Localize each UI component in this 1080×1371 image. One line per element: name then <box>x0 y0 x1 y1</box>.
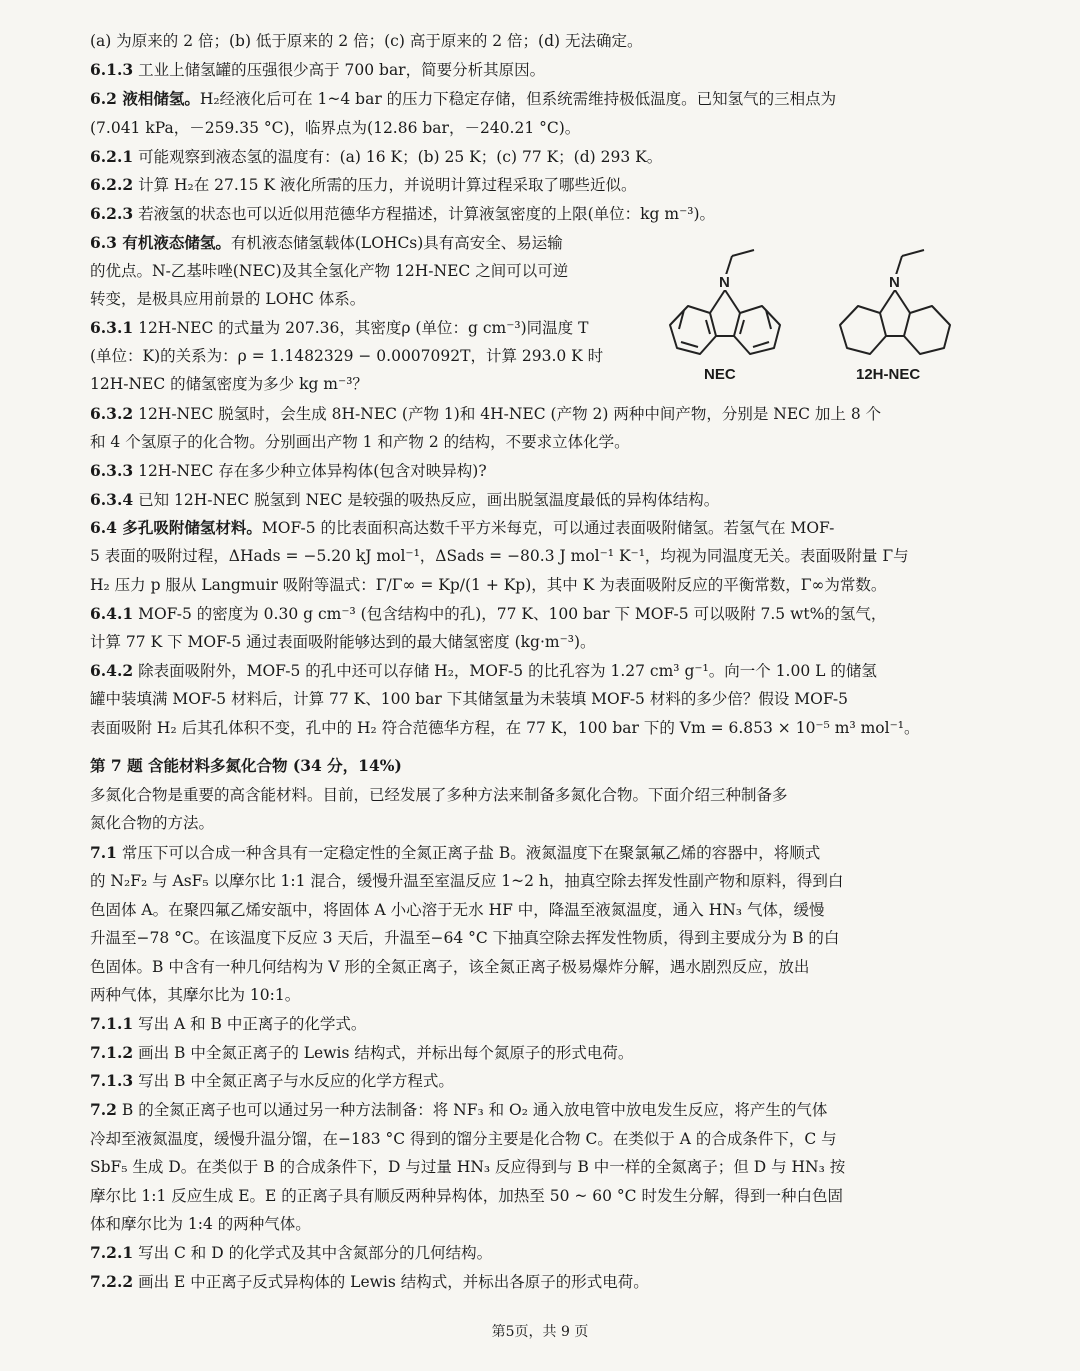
question-6-3-2: 6.3.2 12H-NEC 脱氢时，会生成 8H-NEC (产物 1)和 4H-NEC (产物 2) 两种中间产物，分别是 NEC 加上 8 个 <box>90 404 882 423</box>
question-7-1-1: 7.1.1 写出 A 和 B 中正离子的化学式。 <box>90 1014 367 1033</box>
text-line: 的 N₂F₂ 与 AsF₅ 以摩尔比 1:1 混合，缓慢升温至室温反应 1~2 h，抽真空除去挥发性副产物和原料，得到白 <box>90 872 844 890</box>
text-line: (单位：K)的关系为：ρ = 1.1482329 − 0.0007092T，计算 293.0 K 时 <box>90 347 604 365</box>
text-line: 色固体 A。在聚四氟乙烯安瓿中，将固体 A 小心溶于无水 HF 中，降温至液氮温度，通入 HN₃ 气体，缓慢 <box>90 901 825 919</box>
text-line: 升温至−78 °C。在该温度下反应 3 天后，升温至−64 °C 下抽真空除去挥发性物质，得到主要成分为 B 的白 <box>90 929 840 947</box>
text-line: 计算 77 K 下 MOF-5 通过表面吸附能够达到的最大储氢密度 (kg·m⁻³)。 <box>90 633 596 651</box>
text-line: 体和摩尔比为 1:4 的两种气体。 <box>90 1215 311 1233</box>
question-6-4-1: 6.4.1 MOF-5 的密度为 0.30 g cm⁻³ (包含结构中的孔)，77 K、100 bar 下 MOF-5 可以吸附 7.5 wt%的氢气， <box>90 604 887 623</box>
text-line: 多氮化合物是重要的高含能材料。目前，已经发展了多种方法来制备多氮化合物。下面介绍三种制备多 <box>90 786 788 804</box>
question-6-2-2: 6.2.2 计算 H₂在 27.15 K 液化所需的压力，并说明计算过程采取了哪些近似。 <box>90 175 637 194</box>
text-line: 两种气体，其摩尔比为 10:1。 <box>90 986 301 1004</box>
text-line: SbF₅ 生成 D。在类似于 B 的合成条件下，D 与过量 HN₃ 反应得到与 B 中一样的全氮离子；但 D 与 HN₃ 按 <box>90 1158 846 1176</box>
section-7-2: 7.2 B 的全氮正离子也可以通过另一种方法制备：将 NF₃ 和 O₂ 通入放电管中放电发生反应，将产生的气体 <box>90 1100 828 1119</box>
page-footer: 第5页，共 9 页 <box>491 1324 589 1340</box>
question-7-2-1: 7.2.1 写出 C 和 D 的化学式及其中含氮部分的几何结构。 <box>90 1243 493 1262</box>
question-6-3-4: 6.3.4 已知 12H-NEC 脱氢到 NEC 是较强的吸热反应，画出脱氢温度最低的异构体结构。 <box>90 490 720 509</box>
question-6-1-3: 6.1.3 工业上储氢罐的压强很少高于 700 bar，简要分析其原因。 <box>90 60 546 79</box>
text-line: 12H-NEC 的储氢密度为多少 kg m⁻³？ <box>90 375 368 393</box>
text-line: (a) 为原来的 2 倍；(b) 低于原来的 2 倍；(c) 高于原来的 2 倍；(d) 无法确定。 <box>90 32 643 50</box>
nitrogen-atom-label: N <box>719 274 730 291</box>
question-6-2-1: 6.2.1 可能观察到液态氢的温度有：(a) 16 K；(b) 25 K；(c) 77 K；(d) 293 K。 <box>90 147 663 166</box>
question-7-1-3: 7.1.3 写出 B 中全氮正离子与水反应的化学方程式。 <box>90 1071 454 1090</box>
text-line: 氮化合物的方法。 <box>90 814 215 832</box>
text-line: (7.041 kPa，－259.35 °C)，临界点为(12.86 bar，－240.21 °C)。 <box>90 119 581 137</box>
question-6-3-3: 6.3.3 12H-NEC 存在多少种立体异构体(包含对映异构)? <box>90 461 487 480</box>
question-7-1-2: 7.1.2 画出 B 中全氮正离子的 Lewis 结构式，并标出每个氮原子的形式电荷。 <box>90 1043 634 1062</box>
problem-7-heading: 第 7 题 含能材料多氮化合物 (34 分，14%) <box>90 756 402 775</box>
nec-label: NEC <box>704 366 736 383</box>
text-line: 5 表面的吸附过程，ΔHads = −5.20 kJ mol⁻¹，ΔSads = −80.3 J mol⁻¹ K⁻¹，均视为同温度无关。表面吸附量 Γ与 <box>90 547 909 565</box>
text-line: H₂ 压力 p 服从 Langmuir 吸附等温式：Γ/Γ∞ = Kp/(1 + Kp)，其中 K 为表面吸附反应的平衡常数，Γ∞为常数。 <box>90 576 887 594</box>
question-6-4-2: 6.4.2 除表面吸附外，MOF-5 的孔中还可以存储 H₂，MOF-5 的比孔容为 1.27 cm³ g⁻¹。向一个 1.00 L 的储氢 <box>90 661 877 680</box>
text-line: 转变，是极具应用前景的 LOHC 体系。 <box>90 290 366 308</box>
text-line: 罐中装填满 MOF-5 材料后，计算 77 K、100 bar 下其储氢量为未装填 MOF-5 材料的多少倍？假设 MOF-5 <box>90 690 849 708</box>
question-6-3-1: 6.3.1 12H-NEC 的式量为 207.36，其密度ρ (单位：g cm⁻³)同温度 T <box>90 318 589 337</box>
text-line: 冷却至液氮温度，缓慢升温分馏，在−183 °C 得到的馏分主要是化合物 C。在类似于 A 的合成条件下，C 与 <box>90 1130 837 1148</box>
question-7-2-2: 7.2.2 画出 E 中正离子反式异构体的 Lewis 结构式，并标出各原子的形式电荷。 <box>90 1272 649 1291</box>
nitrogen-atom-label: N <box>889 274 900 291</box>
text-line: 和 4 个氢原子的化合物。分别画出产物 1 和产物 2 的结构，不要求立体化学。 <box>90 433 630 451</box>
text-line: 色固体。B 中含有一种几何结构为 V 形的全氮正离子，该全氮正离子极易爆炸分解，遇水剧烈反应，放出 <box>90 958 810 976</box>
12h-nec-label: 12H-NEC <box>856 366 921 383</box>
section-6-3: 6.3 有机液态储氢。有机液态储氢载体(LOHCs)具有高安全、易运输 <box>90 233 563 252</box>
section-7-1: 7.1 常压下可以合成一种含具有一定稳定性的全氮正离子盐 B。液氮温度下在聚氯氟乙烯的容器中，将顺式 <box>90 843 821 862</box>
text-line: 的优点。N-乙基咔唑(NEC)及其全氢化产物 12H-NEC 之间可以可逆 <box>90 262 569 280</box>
question-6-2-3: 6.2.3 若液氢的状态也可以近似用范德华方程描述，计算液氢密度的上限(单位：kg m⁻³)。 <box>90 204 716 223</box>
text-line: 摩尔比 1:1 反应生成 E。E 的正离子具有顺反两种异构体，加热至 50 ~ 60 °C 时发生分解，得到一种白色固 <box>90 1187 843 1205</box>
text-line: 表面吸附 H₂ 后其孔体积不变，孔中的 H₂ 符合范德华方程，在 77 K，100 bar 下的 Vm = 6.853 × 10⁻⁵ m³ mol⁻¹。 <box>90 719 920 737</box>
section-6-4: 6.4 多孔吸附储氢材料。MOF-5 的比表面积高达数千平方米每克，可以通过表面吸附储氢。若氢气在 MOF- <box>90 518 835 537</box>
section-6-2: 6.2 液相储氢。H₂经液化后可在 1~4 bar 的压力下稳定存储，但系统需维持极低温度。已知氢气的三相点为 <box>90 89 837 108</box>
